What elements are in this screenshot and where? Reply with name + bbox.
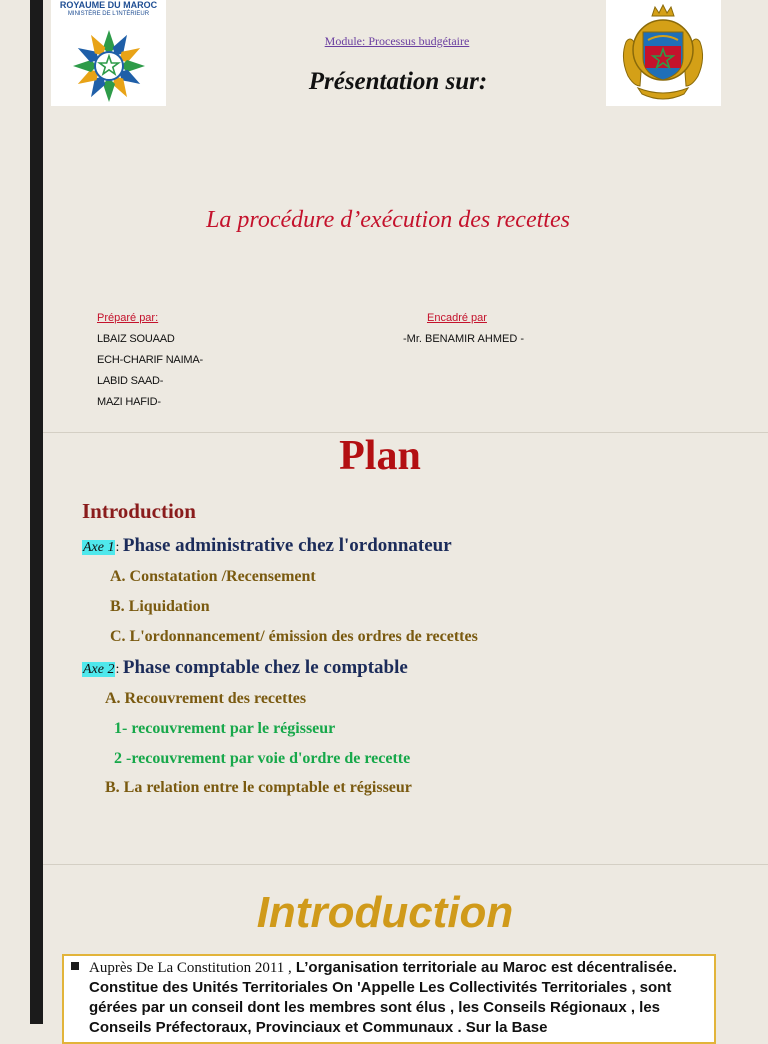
- introduction-heading: Introduction: [256, 888, 514, 937]
- introduction-body: L’organisation territoriale au Maroc est décentralisée. Constitue des Unités Territoriales On 'Appelle Les Collectivités Territoriales , sont gérées par un conseil dont les membres sont élus , les Conseils Régionaux , les Conseils Préfectoraux, Provinciaux et Communaux . Sur la Base: [89, 959, 677, 1036]
- prepared-by-label: Préparé par:: [97, 312, 159, 324]
- axe1-colon: :: [115, 540, 123, 555]
- plan-introduction: Introduction: [82, 499, 196, 523]
- author-name: LABID SAAD-: [97, 375, 164, 387]
- module-label: Module: Processus budgétaire: [324, 34, 470, 48]
- plan-item: B. La relation entre le comptable et régisseur: [105, 779, 412, 796]
- supervised-by-label: Encadré par: [427, 312, 487, 324]
- plan-title: Plan: [339, 433, 421, 479]
- plan-item: A. Recouvrement des recettes: [105, 690, 307, 707]
- introduction-paragraph: [89, 958, 711, 1038]
- plan-item: B. Liquidation: [110, 598, 210, 615]
- coat-of-arms-icon: [612, 2, 714, 104]
- author-name: LBAIZ SOUAAD: [97, 333, 175, 345]
- ministry-logo-text: [51, 1, 166, 19]
- axe2-colon: :: [115, 662, 123, 677]
- introduction-lead: Auprès De La Constitution 2011 ,: [89, 960, 292, 976]
- introduction-text-box: [62, 954, 716, 1044]
- star-emblem-icon: [71, 28, 147, 104]
- plan-item: A. Constatation /Recensement: [110, 568, 316, 585]
- ministry-logo: [51, 0, 166, 106]
- plan-item: C. L'ordonnancement/ émission des ordres de recettes: [110, 628, 478, 645]
- axe1-tag: Axe 1: [83, 540, 115, 555]
- plan-axe1-heading: [82, 535, 452, 557]
- left-border-bar: [30, 0, 43, 1024]
- plan-subitem: 2 -recouvrement par voie d'ordre de recette: [114, 750, 411, 767]
- slide-divider: [43, 864, 768, 865]
- ministry-logo-line1: ROYAUME DU MAROC: [59, 0, 158, 10]
- presentation-heading: Présentation sur:: [308, 68, 488, 95]
- ministry-logo-line2: MINISTÈRE DE L'INTÉRIEUR: [67, 11, 150, 17]
- plan-axe2-heading: [82, 657, 408, 679]
- axe2-title: Phase comptable chez le comptable: [122, 657, 408, 678]
- presentation-title: La procédure d’exécution des recettes: [206, 207, 570, 233]
- author-name: ECH-CHARIF NAIMA-: [97, 354, 203, 366]
- bullet-icon: [71, 962, 79, 970]
- axe1-title: Phase administrative chez l'ordonnateur: [122, 535, 452, 556]
- royal-coat-of-arms: [606, 0, 721, 106]
- author-name: MAZI HAFID-: [97, 396, 161, 408]
- plan-subitem: 1- recouvrement par le régisseur: [114, 720, 336, 737]
- supervisor-name: -Mr. BENAMIR AHMED -: [403, 333, 525, 345]
- axe2-tag: Axe 2: [83, 662, 115, 677]
